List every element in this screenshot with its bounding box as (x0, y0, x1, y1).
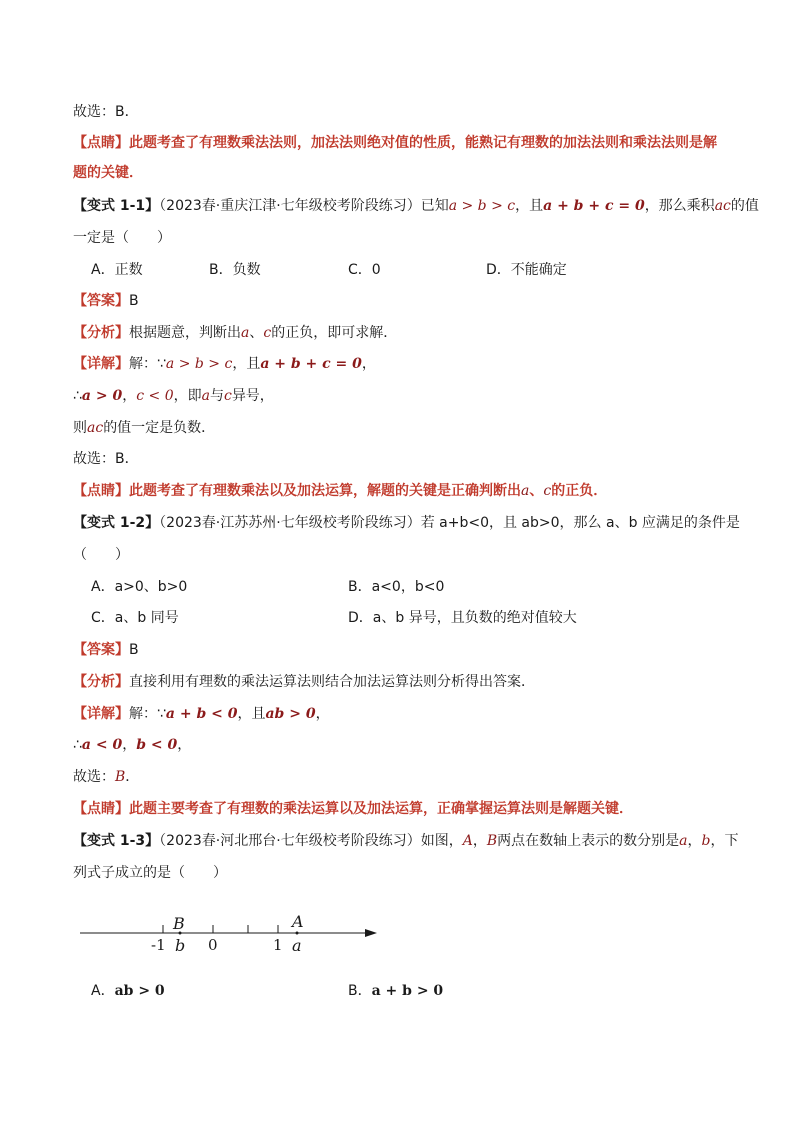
v12-option-d: D．a、b 异号，且负数的绝对值较大 (348, 610, 577, 626)
v11-option-c: C．0 (348, 262, 381, 278)
v12-option-b: B．a<0，b<0 (348, 579, 445, 595)
label-A: A (292, 912, 304, 931)
v11-summary: 【点睛】此题考查了有理数乘法以及加法运算，解题的关键是正确判断出a、c的正负． (73, 483, 608, 499)
v12-analysis: 【分析】直接利用有理数的乘法运算法则结合加法运算法则分析得出答案． (73, 674, 535, 690)
tick-label-neg1: -1 (151, 936, 166, 954)
v11-answer: 【答案】B (73, 293, 139, 309)
line-choice-b-1: 故选：B． (73, 104, 139, 120)
v11-step-1: ∴a > 0，c < 0，即a与c异号， (73, 388, 274, 404)
v11-step-2: 则ac的值一定是负数． (73, 420, 216, 436)
v12-step-2: 故选：B． (73, 769, 140, 785)
variant-1-1-question-cont: 一定是（ ） (73, 230, 171, 246)
v11-option-a: A．正数 (91, 262, 143, 278)
v11-analysis: 【分析】根据题意，判断出a、c的正负，即可求解． (73, 325, 398, 341)
v11-option-d: D．不能确定 (486, 262, 567, 278)
variant-1-1-question: 【变式 1-1】（2023春·重庆江津·七年级校考阶段练习）已知a > b > c，且a + b + c = 0，那么乘积ac的值 (73, 198, 759, 214)
v13-option-b: B．a + b > 0 (348, 983, 444, 999)
v12-option-c: C．a、b 同号 (91, 610, 179, 626)
number-line-figure (75, 905, 385, 965)
summary-1: 【点睛】此题考查了有理数乘法法则，加法法则绝对值的性质，能熟记有理数的加法法则和乘法法则是解 (73, 135, 717, 151)
summary-tag: 【点睛】 (73, 135, 129, 151)
label-a: a (292, 936, 302, 955)
v12-summary: 【点睛】此题主要考查了有理数的乘法运算以及加法运算，正确掌握运算法则是解题关键． (73, 801, 633, 817)
tick-label-1: 1 (273, 936, 283, 954)
v12-detail: 【详解】解：∵a + b < 0，且ab > 0， (73, 706, 330, 722)
label-b: b (175, 936, 186, 955)
label-B: B (173, 914, 185, 933)
v12-step-1: ∴a < 0，b < 0， (73, 737, 192, 753)
v13-option-a: A．ab > 0 (91, 983, 165, 999)
v12-option-a: A．a>0、b>0 (91, 579, 188, 595)
variant-1-2-question: 【变式 1-2】（2023春·江苏苏州·七年级校考阶段练习）若 a+b<0，且 ab>0，那么 a、b 应满足的条件是 (73, 515, 740, 531)
arrow-head-icon (365, 929, 377, 937)
v12-answer: 【答案】B (73, 642, 139, 658)
variant-1-2-question-cont: （ ） (73, 547, 129, 563)
variant-1-3-question: 【变式 1-3】（2023春·河北邢台·七年级校考阶段练习）如图，A，B两点在数轴上表示的数分别是a，b，下 (73, 833, 739, 849)
variant-1-3-question-cont: 列式子成立的是（ ） (73, 865, 227, 881)
v11-detail: 【详解】解：∵a > b > c，且a + b + c = 0， (73, 356, 376, 372)
point-a (296, 932, 299, 935)
v11-option-b: B．负数 (209, 262, 261, 278)
v11-step-3: 故选：B． (73, 451, 139, 467)
summary-1-cont: 题的关键． (73, 165, 143, 181)
tick-label-0: 0 (208, 936, 218, 954)
